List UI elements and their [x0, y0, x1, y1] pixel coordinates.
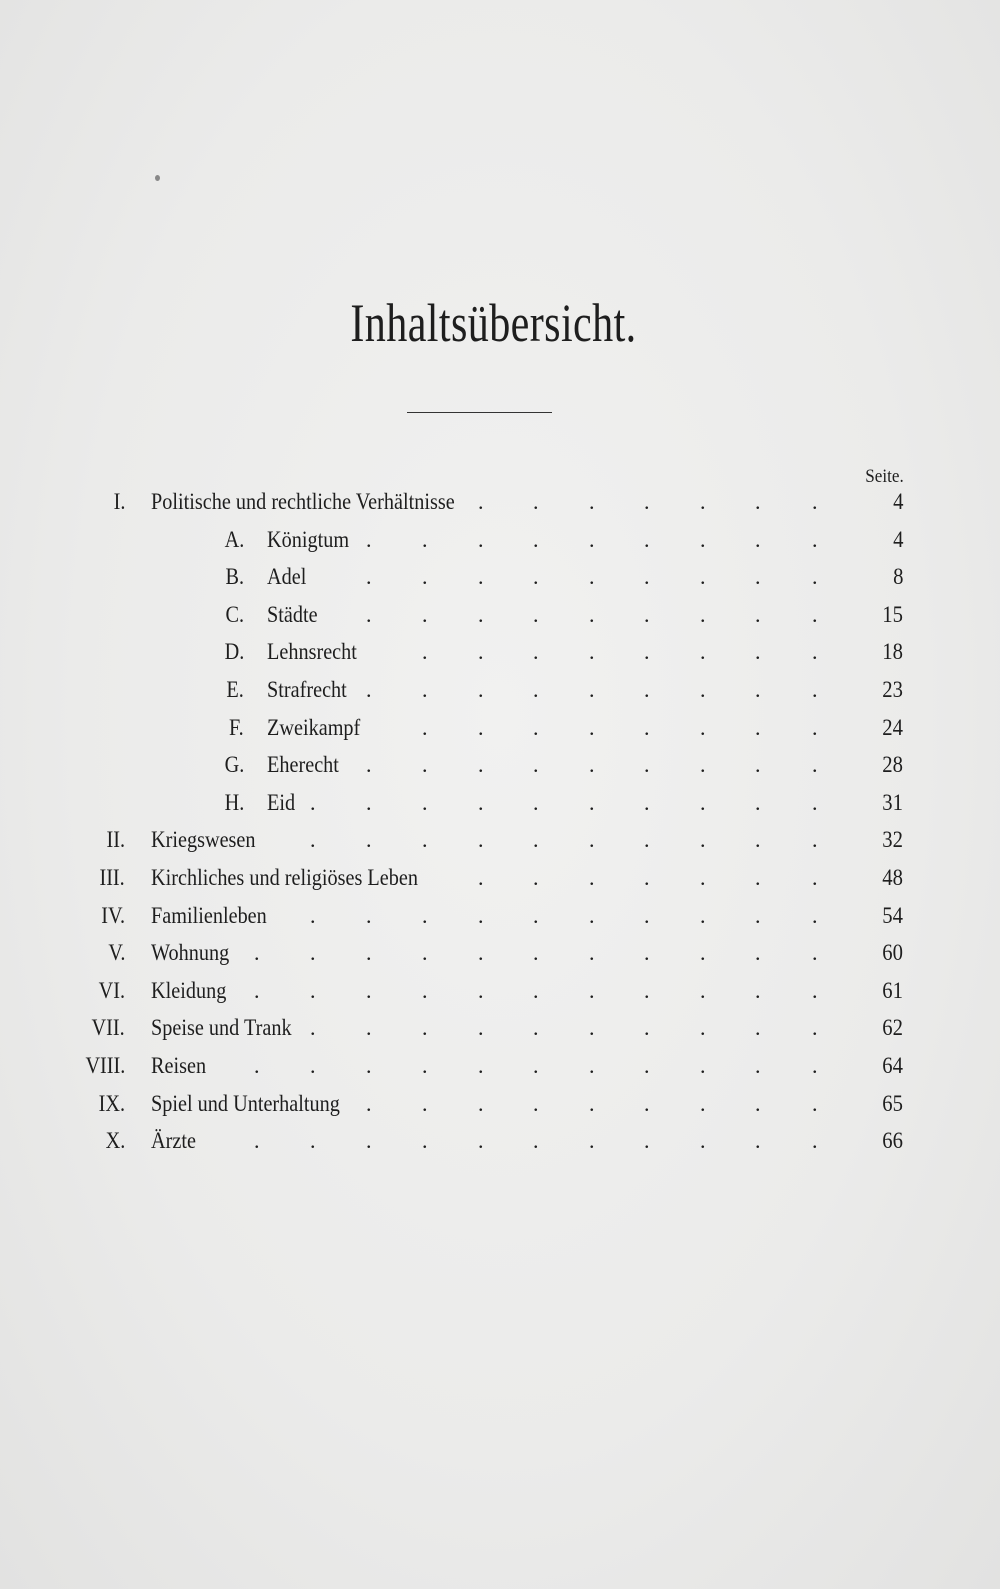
leader-dot: .	[589, 865, 595, 890]
entry-title: Städte	[267, 601, 318, 627]
entry-title: Kriegswesen	[151, 827, 256, 853]
leader-dot: .	[644, 865, 650, 890]
entry-number: I.	[113, 489, 125, 514]
leader-dot: .	[755, 789, 761, 815]
leader-dot: .	[478, 601, 484, 627]
entry-page: 4	[892, 489, 903, 514]
leader-dot: .	[589, 489, 595, 514]
leader-dot: .	[422, 940, 428, 966]
leader-dot: .	[700, 977, 706, 1003]
leader-dot: .	[422, 601, 428, 627]
leader-dot: .	[644, 1128, 650, 1154]
leader-dot: .	[533, 1128, 539, 1154]
leader-dot: .	[700, 902, 706, 928]
leader-dot: .	[366, 564, 372, 590]
leader-dot: .	[422, 902, 428, 928]
leader-dot: .	[700, 865, 706, 890]
leader-dot: .	[589, 902, 595, 928]
leader-dot: .	[422, 752, 428, 778]
leader-dot: .	[812, 639, 818, 665]
leader-dot: .	[310, 940, 316, 966]
leader-dot: .	[422, 639, 428, 665]
entry-page: 32	[882, 827, 903, 853]
leader-dot: .	[422, 1128, 428, 1154]
leader-dot: .	[422, 714, 428, 740]
leader-dot: .	[533, 789, 539, 815]
entry-number: VI.	[98, 977, 125, 1003]
entry-page: 48	[882, 865, 903, 890]
entry-title: Ärzte	[151, 1128, 196, 1154]
toc-entry	[0, 600, 1000, 630]
leader-dot: .	[478, 902, 484, 928]
leader-dot: .	[478, 752, 484, 778]
entry-page: 8	[892, 564, 903, 590]
leader-dot: .	[366, 977, 372, 1003]
entry-page: 15	[882, 601, 903, 627]
toc-entry	[0, 976, 1000, 1006]
leader-dot: .	[812, 827, 818, 853]
leader-dot: .	[644, 489, 650, 514]
leader-dot: .	[533, 639, 539, 665]
leader-dot: .	[755, 564, 761, 590]
leader-dot: .	[589, 639, 595, 665]
entry-page: 18	[882, 639, 903, 665]
entry-title: Spiel und Unterhaltung	[151, 1090, 340, 1116]
leader-dot: .	[422, 677, 428, 702]
entry-number: VIII.	[85, 1053, 125, 1078]
leader-dot: .	[700, 564, 706, 590]
leader-dot: .	[755, 1128, 761, 1154]
leader-dot: .	[478, 865, 484, 890]
leader-dot: .	[366, 827, 372, 853]
entry-title: Politische und rechtliche Verhältnisse	[151, 489, 455, 514]
leader-dot: .	[478, 789, 484, 815]
leader-dot: .	[310, 977, 316, 1003]
leader-dot: .	[533, 940, 539, 966]
entry-number: V.	[107, 940, 125, 966]
toc-entry	[0, 637, 1000, 667]
leader-dot: .	[644, 677, 650, 702]
leader-dot: .	[366, 789, 372, 815]
entry-page: 54	[882, 902, 903, 928]
entry-title: Familienleben	[151, 902, 267, 928]
leader-dot: .	[755, 977, 761, 1003]
entry-number: G.	[224, 752, 244, 778]
leader-dot: .	[533, 1053, 539, 1078]
leader-dot: .	[812, 1015, 818, 1041]
leader-dot: .	[812, 940, 818, 966]
leader-dot: .	[366, 940, 372, 966]
leader-dot: .	[644, 789, 650, 815]
leader-dot: .	[812, 1128, 818, 1154]
leader-dot: .	[812, 714, 818, 740]
leader-dot: .	[700, 677, 706, 702]
leader-dot: .	[589, 1053, 595, 1078]
leader-dot: .	[644, 1090, 650, 1116]
entry-page: 60	[882, 940, 903, 966]
leader-dot: .	[310, 902, 316, 928]
leader-dot: .	[589, 827, 595, 853]
leader-dot: .	[812, 977, 818, 1003]
leader-dot: .	[644, 639, 650, 665]
entry-number: C.	[225, 601, 244, 627]
leader-dot: .	[812, 865, 818, 890]
leader-dot: .	[812, 677, 818, 702]
leader-dot: .	[533, 1015, 539, 1041]
leader-dot: .	[755, 639, 761, 665]
leader-dot: .	[533, 827, 539, 853]
entry-title: Adel	[267, 564, 307, 590]
leader-dot: .	[755, 940, 761, 966]
leader-dot: .	[644, 752, 650, 778]
leader-dot: .	[644, 1053, 650, 1078]
leader-dot: .	[589, 564, 595, 590]
leader-dot: .	[422, 564, 428, 590]
leader-dot: .	[589, 1015, 595, 1041]
entry-title: Zweikampf	[267, 714, 361, 740]
entry-number: III.	[99, 865, 125, 890]
leader-dot: .	[422, 1053, 428, 1078]
toc-entry	[0, 1051, 1000, 1081]
leader-dot: .	[700, 1053, 706, 1078]
leader-dot: .	[366, 601, 372, 627]
entry-page: 23	[882, 677, 903, 702]
leader-dot: .	[812, 526, 818, 552]
leader-dot: .	[533, 752, 539, 778]
toc-entry	[0, 525, 1000, 555]
entry-number: II.	[106, 827, 125, 853]
leader-dot: .	[755, 714, 761, 740]
leader-dot: .	[310, 1053, 316, 1078]
leader-dot: .	[644, 1015, 650, 1041]
leader-dot: .	[644, 827, 650, 853]
leader-dot: .	[366, 1128, 372, 1154]
leader-dot: .	[478, 827, 484, 853]
leader-dot: .	[366, 1053, 372, 1078]
toc-entry	[0, 1126, 1000, 1156]
leader-dot: .	[589, 752, 595, 778]
leader-dot: .	[310, 789, 316, 815]
entry-page: 31	[882, 789, 903, 815]
leader-dot: .	[700, 1015, 706, 1041]
leader-dot: .	[533, 714, 539, 740]
title-divider	[407, 412, 552, 413]
leader-dot: .	[812, 1090, 818, 1116]
entry-title: Wohnung	[151, 940, 230, 966]
entry-number: X.	[105, 1128, 125, 1154]
leader-dot: .	[478, 677, 484, 702]
entry-title: Kleidung	[151, 977, 227, 1003]
leader-dot: .	[478, 1015, 484, 1041]
leader-dot: .	[533, 526, 539, 552]
leader-dot: .	[310, 1015, 316, 1041]
entry-page: 66	[882, 1128, 903, 1154]
leader-dot: .	[589, 601, 595, 627]
leader-dot: .	[755, 1015, 761, 1041]
leader-dot: .	[700, 752, 706, 778]
leader-dot: .	[366, 677, 372, 702]
leader-dot: .	[812, 1053, 818, 1078]
entry-number: H.	[224, 789, 244, 815]
entry-number: B.	[225, 564, 244, 590]
leader-dot: .	[644, 902, 650, 928]
leader-dot: .	[812, 564, 818, 590]
page-title: Inhaltsübersicht.	[350, 293, 637, 353]
leader-dot: .	[644, 714, 650, 740]
leader-dot: .	[755, 489, 761, 514]
entry-number: F.	[229, 714, 244, 740]
leader-dot: .	[812, 789, 818, 815]
leader-dot: .	[533, 865, 539, 890]
leader-dot: .	[310, 1128, 316, 1154]
leader-dot: .	[254, 977, 260, 1003]
leader-dot: .	[812, 489, 818, 514]
entry-page: 64	[882, 1053, 903, 1078]
toc-entry	[0, 562, 1000, 592]
leader-dot: .	[700, 827, 706, 853]
page-column-header: Seite.	[865, 466, 904, 487]
toc-entry	[0, 713, 1000, 743]
entry-page: 24	[882, 714, 903, 740]
entry-title: Königtum	[267, 526, 350, 552]
leader-dot: .	[755, 526, 761, 552]
leader-dot: .	[755, 752, 761, 778]
leader-dot: .	[589, 677, 595, 702]
leader-dot: .	[812, 902, 818, 928]
leader-dot: .	[254, 940, 260, 966]
entry-number: IX.	[98, 1090, 125, 1116]
leader-dot: .	[533, 677, 539, 702]
toc-entry	[0, 750, 1000, 780]
leader-dot: .	[700, 489, 706, 514]
leader-dot: .	[755, 865, 761, 890]
leader-dot: .	[478, 714, 484, 740]
entry-title: Eherecht	[267, 752, 339, 778]
toc-entry	[0, 487, 1000, 517]
leader-dot: .	[478, 639, 484, 665]
leader-dot: .	[589, 789, 595, 815]
entry-title: Lehnsrecht	[267, 639, 357, 665]
entry-page: 61	[882, 977, 903, 1003]
leader-dot: .	[812, 752, 818, 778]
leader-dot: .	[366, 752, 372, 778]
toc-entry	[0, 788, 1000, 818]
leader-dot: .	[755, 1053, 761, 1078]
paper-speck	[155, 175, 160, 181]
leader-dot: .	[478, 564, 484, 590]
leader-dot: .	[533, 489, 539, 514]
leader-dot: .	[478, 940, 484, 966]
leader-dot: .	[533, 902, 539, 928]
leader-dot: .	[700, 1090, 706, 1116]
entry-page: 65	[882, 1090, 903, 1116]
leader-dot: .	[422, 1015, 428, 1041]
leader-dot: .	[700, 639, 706, 665]
leader-dot: .	[422, 1090, 428, 1116]
leader-dot: .	[644, 601, 650, 627]
leader-dot: .	[589, 526, 595, 552]
entry-page: 28	[882, 752, 903, 778]
leader-dot: .	[755, 601, 761, 627]
leader-dot: .	[589, 714, 595, 740]
leader-dot: .	[310, 827, 316, 853]
toc-entry	[0, 1013, 1000, 1043]
entry-page: 62	[882, 1015, 903, 1041]
leader-dot: .	[478, 1128, 484, 1154]
entry-title: Reisen	[151, 1053, 207, 1078]
leader-dot: .	[478, 526, 484, 552]
leader-dot: .	[422, 789, 428, 815]
leader-dot: .	[700, 789, 706, 815]
leader-dot: .	[644, 940, 650, 966]
entry-number: VII.	[91, 1015, 125, 1041]
entry-title: Eid	[267, 789, 296, 815]
leader-dot: .	[533, 601, 539, 627]
leader-dot: .	[478, 489, 484, 514]
leader-dot: .	[589, 940, 595, 966]
toc-entry	[0, 675, 1000, 705]
leader-dot: .	[254, 1128, 260, 1154]
entry-title: Strafrecht	[267, 677, 347, 702]
leader-dot: .	[366, 1015, 372, 1041]
leader-dot: .	[366, 1090, 372, 1116]
entry-number: A.	[224, 526, 244, 552]
leader-dot: .	[422, 827, 428, 853]
toc-entry	[0, 901, 1000, 931]
leader-dot: .	[366, 526, 372, 552]
leader-dot: .	[644, 564, 650, 590]
leader-dot: .	[755, 677, 761, 702]
leader-dot: .	[533, 564, 539, 590]
leader-dot: .	[700, 1128, 706, 1154]
leader-dot: .	[478, 1090, 484, 1116]
toc-entry	[0, 1089, 1000, 1119]
leader-dot: .	[589, 977, 595, 1003]
entry-page: 4	[892, 526, 903, 552]
leader-dot: .	[755, 1090, 761, 1116]
leader-dot: .	[700, 940, 706, 966]
entry-number: D.	[224, 639, 244, 665]
entry-number: IV.	[101, 902, 125, 928]
leader-dot: .	[644, 977, 650, 1003]
leader-dot: .	[422, 526, 428, 552]
leader-dot: .	[644, 526, 650, 552]
entry-number: E.	[226, 677, 244, 702]
leader-dot: .	[700, 714, 706, 740]
leader-dot: .	[478, 1053, 484, 1078]
leader-dot: .	[254, 1053, 260, 1078]
leader-dot: .	[755, 902, 761, 928]
leader-dot: .	[812, 601, 818, 627]
toc-entry	[0, 825, 1000, 855]
leader-dot: .	[755, 827, 761, 853]
entry-title: Speise und Trank	[151, 1015, 292, 1041]
leader-dot: .	[700, 526, 706, 552]
toc-entry	[0, 938, 1000, 968]
leader-dot: .	[700, 601, 706, 627]
leader-dot: .	[589, 1090, 595, 1116]
leader-dot: .	[366, 902, 372, 928]
leader-dot: .	[533, 977, 539, 1003]
leader-dot: .	[533, 1090, 539, 1116]
leader-dot: .	[478, 977, 484, 1003]
entry-title: Kirchliches und religiöses Leben	[151, 865, 418, 890]
leader-dot: .	[589, 1128, 595, 1154]
toc-entry	[0, 863, 1000, 893]
leader-dot: .	[422, 977, 428, 1003]
